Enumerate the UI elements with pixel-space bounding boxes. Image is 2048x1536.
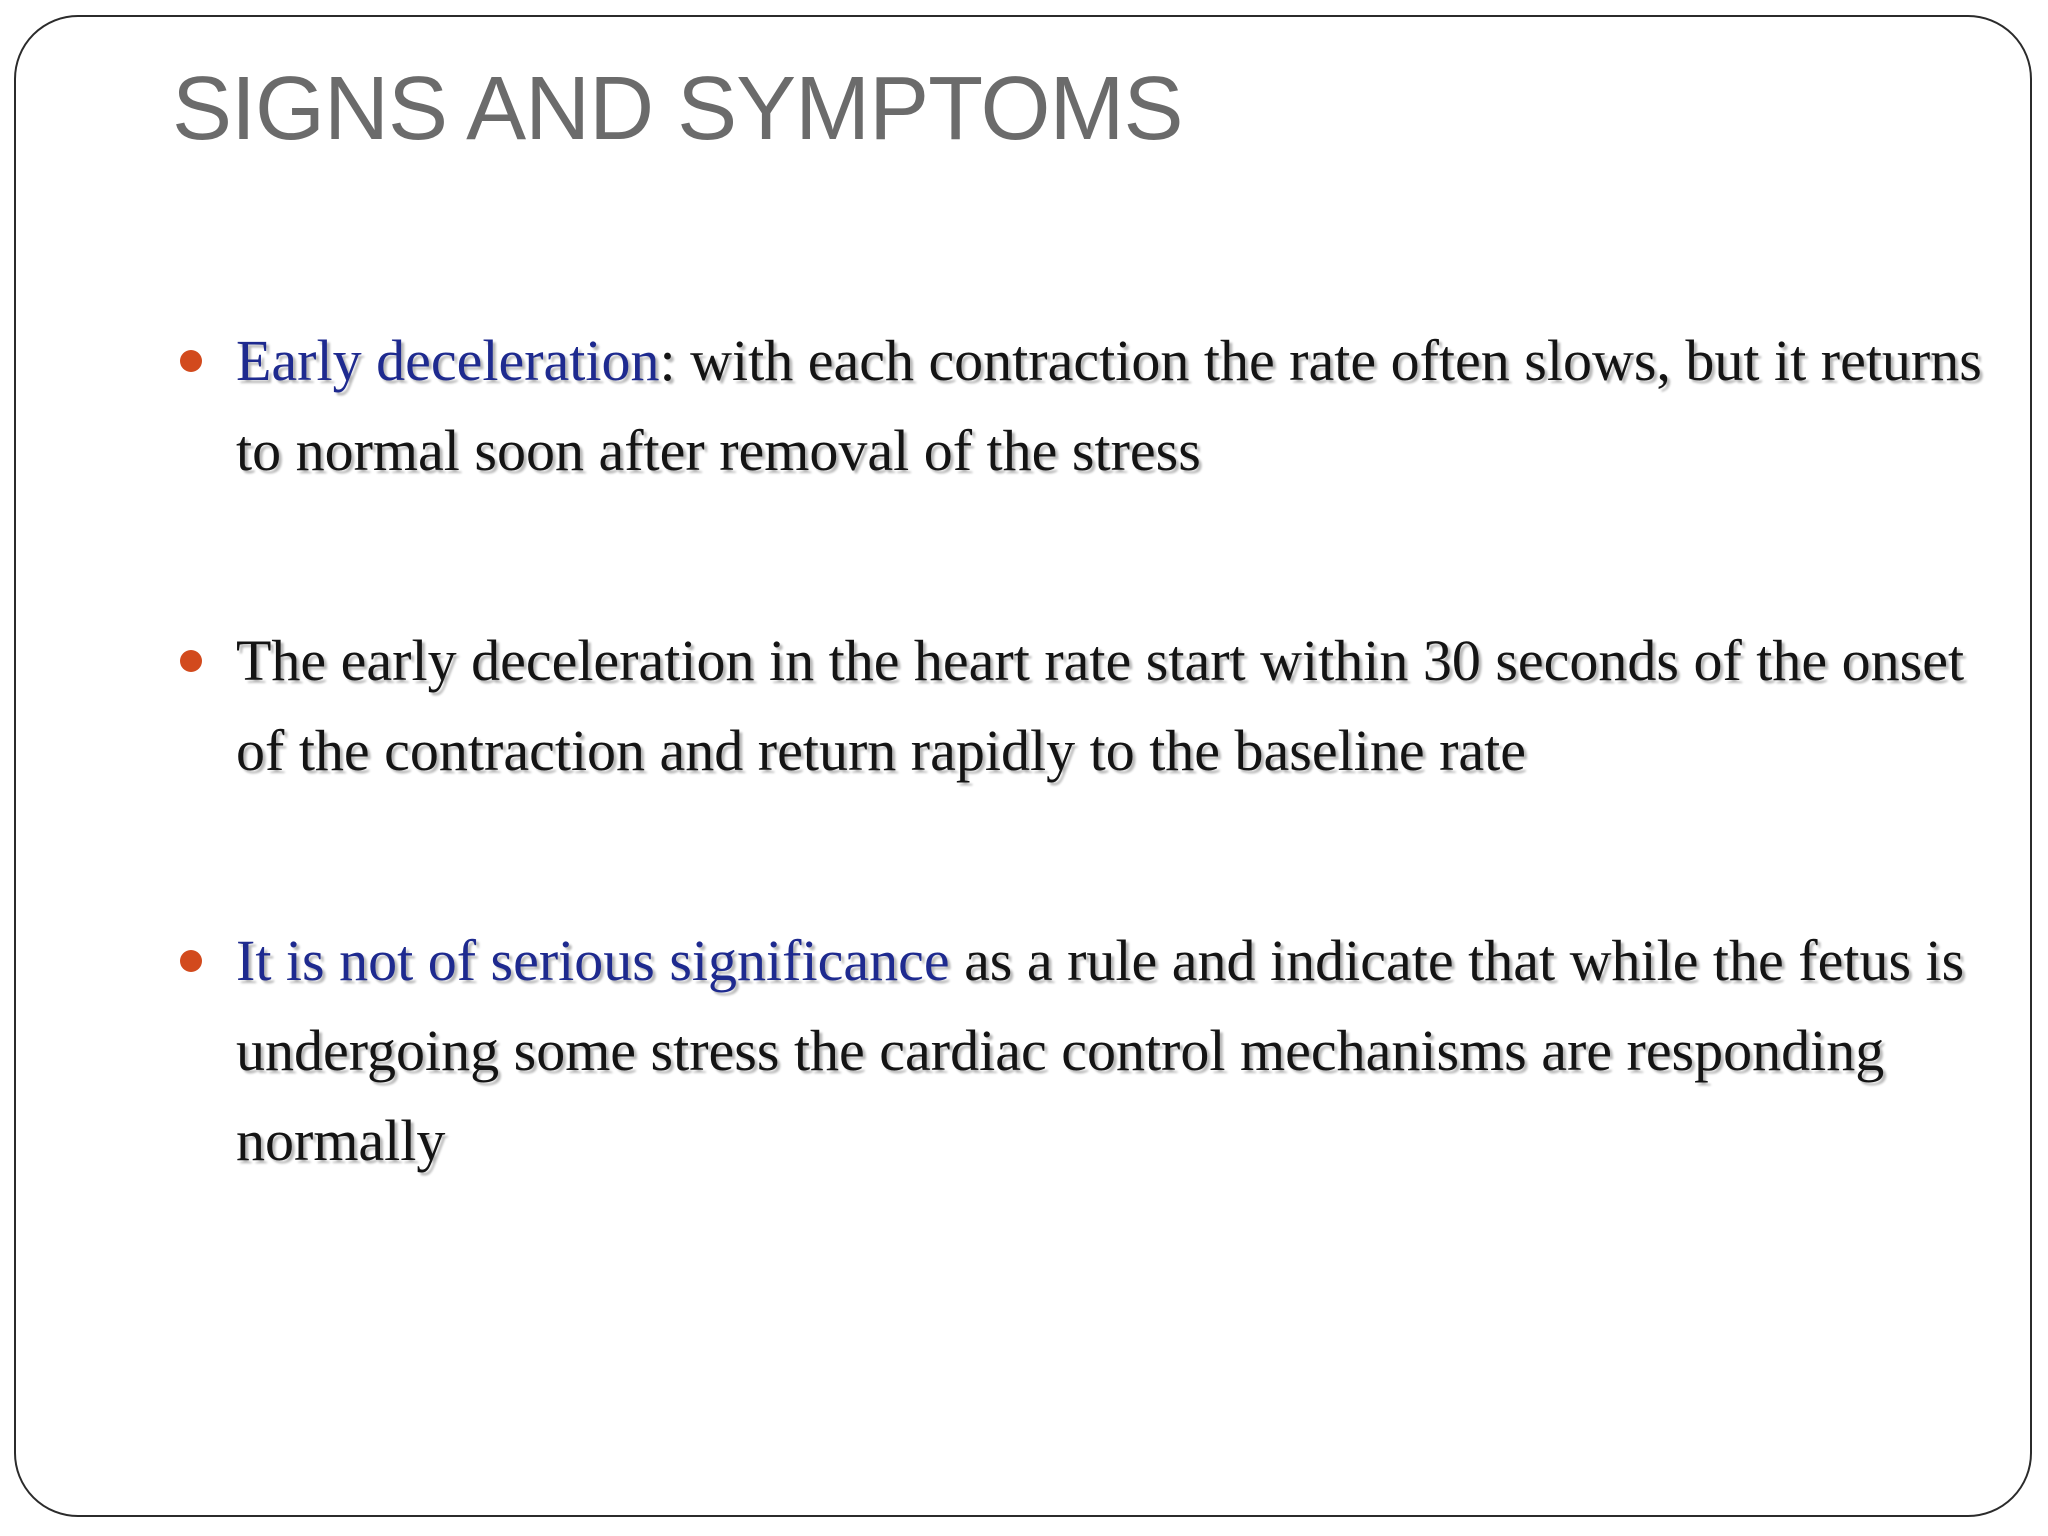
bullet-text: as a rule and indicate that while the fetus is undergoing some stress the cardiac control mechanisms are responding normally <box>236 928 1965 1173</box>
bullet-text: The early deceleration in the heart rate start within 30 seconds of the onset of the contraction and return rapidly to the baseline rate <box>236 628 1965 783</box>
slide-title: SIGNS AND SYMPTOMS <box>172 59 1183 159</box>
bullet-text: : with each contraction the rate often slows, but it returns to normal soon after removal of the stress <box>236 328 1982 483</box>
bullet-dot-icon <box>180 950 202 972</box>
bullet-item-significance <box>172 916 2022 1186</box>
bullet-dot-icon <box>180 650 202 672</box>
bullet-item-timing <box>172 616 2022 796</box>
bullet-item-early-deceleration <box>172 316 2022 496</box>
bullet-highlight: Early deceleration <box>236 328 660 393</box>
bullet-dot-icon <box>180 350 202 372</box>
bullet-list <box>172 316 2022 1306</box>
bullet-highlight: It is not of serious significance <box>236 928 950 993</box>
